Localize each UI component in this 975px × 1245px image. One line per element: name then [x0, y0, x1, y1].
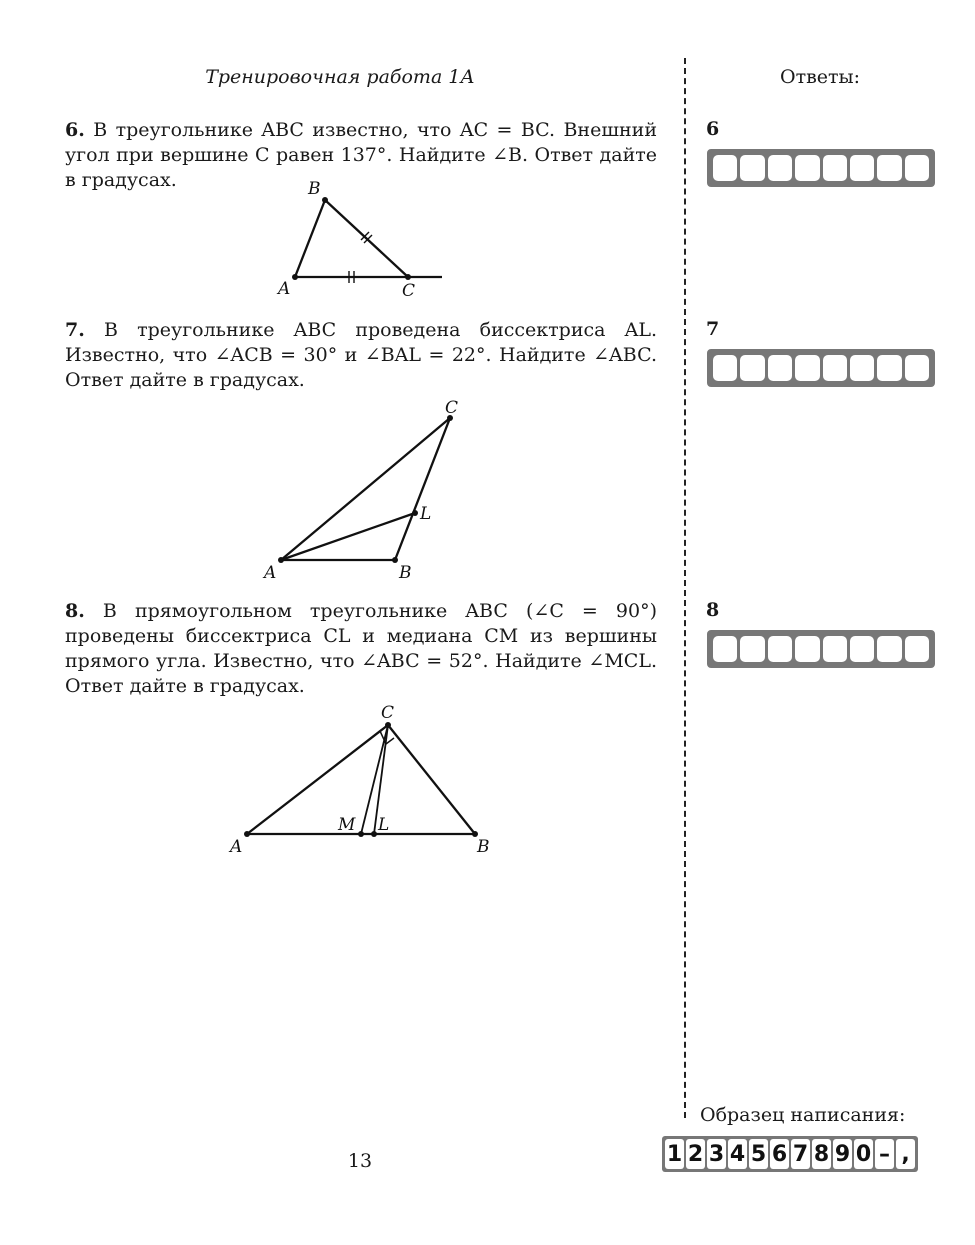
answer-label-6: 6 [706, 118, 720, 140]
figure-8-triangle [220, 700, 510, 860]
label-B: B [399, 563, 412, 583]
problem-number: 8. [65, 600, 85, 622]
answers-heading: Ответы: [780, 66, 861, 88]
label-B: B [477, 837, 490, 857]
sample-char: 8 [812, 1139, 831, 1169]
figure-7-triangle [255, 395, 475, 585]
sample-char: 6 [770, 1139, 789, 1169]
answer-box-6[interactable] [707, 149, 935, 187]
problem-7 [65, 318, 657, 393]
page-header-title: Тренировочная работа 1А [205, 66, 475, 88]
label-C: C [402, 281, 416, 301]
answer-box-8[interactable] [707, 630, 935, 668]
label-M: M [338, 815, 356, 835]
sample-char: 9 [833, 1139, 852, 1169]
label-A: A [278, 279, 291, 299]
sample-char: 7 [791, 1139, 810, 1169]
sample-char: 1 [665, 1139, 684, 1169]
label-A: A [264, 563, 277, 583]
page-number: 13 [347, 1150, 373, 1172]
problem-number: 7. [65, 319, 85, 341]
label-C: C [381, 703, 395, 723]
problem-8 [65, 599, 657, 699]
label-A: A [230, 837, 243, 857]
label-B: B [308, 179, 321, 199]
label-C: C [445, 398, 459, 418]
answer-label-7: 7 [706, 318, 720, 340]
problem-text: В прямоугольном треугольнике ABC (∠C = 90°) проведены биссектриса CL и медиана CM из вершины прямого угла. Известно, что ∠ABC = 52°. Найдите ∠MCL. Ответ дайте в градусах. [65, 600, 657, 697]
sample-char: 5 [749, 1139, 768, 1169]
sample-label: Образец написания: [700, 1104, 906, 1126]
answer-label-8: 8 [706, 599, 720, 621]
sample-char: 3 [707, 1139, 726, 1169]
sample-char: 4 [728, 1139, 747, 1169]
sample-char: 0 [854, 1139, 873, 1169]
label-L: L [378, 815, 390, 835]
problem-text: В треугольнике ABC проведена биссектриса AL. Известно, что ∠ACB = 30° и ∠BAL = 22°. Найдите ∠ABC. Ответ дайте в градусах. [65, 319, 657, 391]
sample-char: 2 [686, 1139, 705, 1169]
figure-6-triangle [270, 178, 460, 303]
sample-char: , [896, 1139, 915, 1169]
dashed-divider [684, 58, 686, 1118]
answer-box-7[interactable] [707, 349, 935, 387]
label-L: L [420, 504, 432, 524]
problem-text: В треугольнике ABC известно, что AC = BC. Внешний угол при вершине C равен 137°. Найдите ∠B. Ответ дайте в градусах. [65, 119, 657, 191]
sample-writing-row [662, 1136, 918, 1172]
problem-number: 6. [65, 119, 85, 141]
sample-char: – [875, 1139, 894, 1169]
